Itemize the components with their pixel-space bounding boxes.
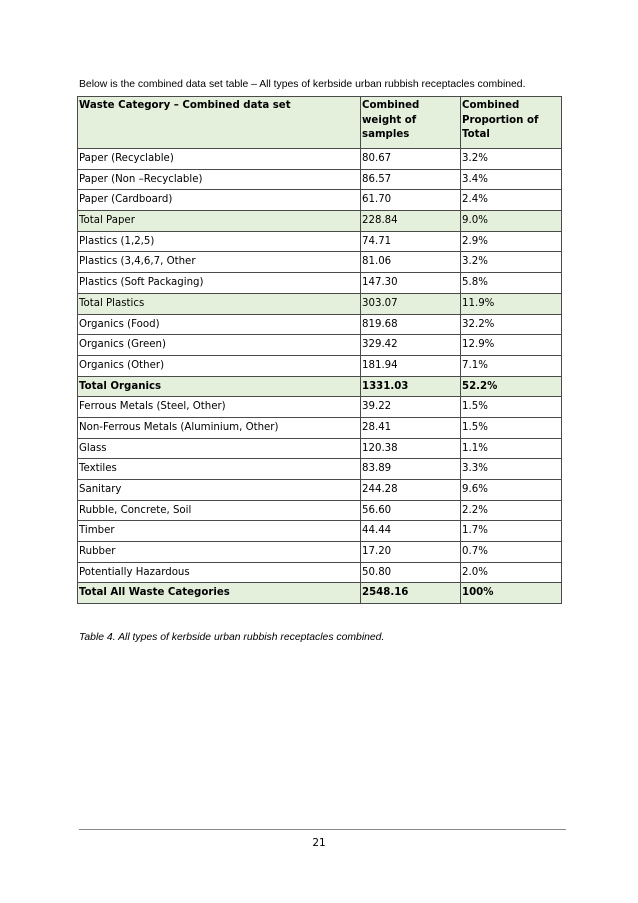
cell-category: Sanitary — [78, 480, 361, 501]
table-row — [78, 149, 562, 170]
cell-category: Paper (Non –Recyclable) — [78, 169, 361, 190]
cell-weight: 61.70 — [361, 190, 461, 211]
table-row — [78, 583, 562, 604]
cell-category: Organics (Food) — [78, 314, 361, 335]
cell-proportion: 2.4% — [461, 190, 562, 211]
cell-category: Plastics (3,4,6,7, Other — [78, 252, 361, 273]
cell-proportion: 2.0% — [461, 562, 562, 583]
table-header-row — [78, 97, 562, 149]
cell-category: Total Plastics — [78, 293, 361, 314]
cell-weight: 181.94 — [361, 355, 461, 376]
cell-weight: 17.20 — [361, 542, 461, 563]
table-row — [78, 293, 562, 314]
cell-proportion: 52.2% — [461, 376, 562, 397]
cell-category: Rubble, Concrete, Soil — [78, 500, 361, 521]
header-waste-category: Waste Category – Combined data set — [78, 97, 361, 149]
cell-proportion: 2.9% — [461, 231, 562, 252]
table-row — [78, 211, 562, 232]
table-row — [78, 231, 562, 252]
cell-proportion: 1.5% — [461, 417, 562, 438]
cell-proportion: 100% — [461, 583, 562, 604]
cell-proportion: 3.2% — [461, 149, 562, 170]
cell-weight: 244.28 — [361, 480, 461, 501]
table-row — [78, 438, 562, 459]
cell-weight: 303.07 — [361, 293, 461, 314]
cell-category: Paper (Recyclable) — [78, 149, 361, 170]
cell-weight: 80.67 — [361, 149, 461, 170]
header-combined-weight: Combined weight of samples — [361, 97, 461, 149]
cell-category: Organics (Green) — [78, 335, 361, 356]
header-combined-proportion: Combined Proportion of Total — [461, 97, 562, 149]
cell-proportion: 1.7% — [461, 521, 562, 542]
table-body — [78, 149, 562, 604]
cell-category: Glass — [78, 438, 361, 459]
cell-category: Total Paper — [78, 211, 361, 232]
table-row — [78, 397, 562, 418]
footer-divider — [79, 829, 566, 830]
table-row — [78, 542, 562, 563]
cell-weight: 329.42 — [361, 335, 461, 356]
table-row — [78, 500, 562, 521]
cell-category: Plastics (Soft Packaging) — [78, 273, 361, 294]
cell-category: Non-Ferrous Metals (Aluminium, Other) — [78, 417, 361, 438]
table-row — [78, 480, 562, 501]
cell-weight: 120.38 — [361, 438, 461, 459]
cell-proportion: 32.2% — [461, 314, 562, 335]
cell-weight: 1331.03 — [361, 376, 461, 397]
cell-weight: 56.60 — [361, 500, 461, 521]
cell-weight: 39.22 — [361, 397, 461, 418]
cell-category: Ferrous Metals (Steel, Other) — [78, 397, 361, 418]
cell-category: Total Organics — [78, 376, 361, 397]
cell-proportion: 11.9% — [461, 293, 562, 314]
cell-proportion: 1.5% — [461, 397, 562, 418]
cell-weight: 50.80 — [361, 562, 461, 583]
table-row — [78, 355, 562, 376]
cell-category: Paper (Cardboard) — [78, 190, 361, 211]
intro-text: Below is the combined data set table – All types of kerbside urban rubbish receptacles combined. — [79, 79, 526, 90]
cell-weight: 147.30 — [361, 273, 461, 294]
cell-proportion: 3.4% — [461, 169, 562, 190]
cell-weight: 83.89 — [361, 459, 461, 480]
table-row — [78, 376, 562, 397]
cell-proportion: 7.1% — [461, 355, 562, 376]
page-number: 21 — [312, 837, 326, 849]
table-row — [78, 521, 562, 542]
table-row — [78, 562, 562, 583]
cell-proportion: 2.2% — [461, 500, 562, 521]
cell-weight: 86.57 — [361, 169, 461, 190]
cell-weight: 819.68 — [361, 314, 461, 335]
cell-weight: 74.71 — [361, 231, 461, 252]
cell-proportion: 5.8% — [461, 273, 562, 294]
cell-proportion: 3.2% — [461, 252, 562, 273]
cell-category: Organics (Other) — [78, 355, 361, 376]
cell-category: Potentially Hazardous — [78, 562, 361, 583]
table-row — [78, 190, 562, 211]
table-row — [78, 169, 562, 190]
cell-weight: 2548.16 — [361, 583, 461, 604]
cell-category: Plastics (1,2,5) — [78, 231, 361, 252]
cell-weight: 228.84 — [361, 211, 461, 232]
cell-weight: 81.06 — [361, 252, 461, 273]
cell-proportion: 9.6% — [461, 480, 562, 501]
cell-weight: 44.44 — [361, 521, 461, 542]
table-row — [78, 314, 562, 335]
table-row — [78, 273, 562, 294]
table-caption: Table 4. All types of kerbside urban rubbish receptacles combined. — [79, 632, 385, 643]
cell-proportion: 1.1% — [461, 438, 562, 459]
table-row — [78, 335, 562, 356]
cell-category: Textiles — [78, 459, 361, 480]
cell-category: Total All Waste Categories — [78, 583, 361, 604]
cell-proportion: 3.3% — [461, 459, 562, 480]
waste-data-table — [77, 96, 562, 604]
cell-category: Rubber — [78, 542, 361, 563]
cell-proportion: 12.9% — [461, 335, 562, 356]
cell-proportion: 0.7% — [461, 542, 562, 563]
table-row — [78, 252, 562, 273]
cell-category: Timber — [78, 521, 361, 542]
cell-weight: 28.41 — [361, 417, 461, 438]
table-row — [78, 417, 562, 438]
table-row — [78, 459, 562, 480]
cell-proportion: 9.0% — [461, 211, 562, 232]
